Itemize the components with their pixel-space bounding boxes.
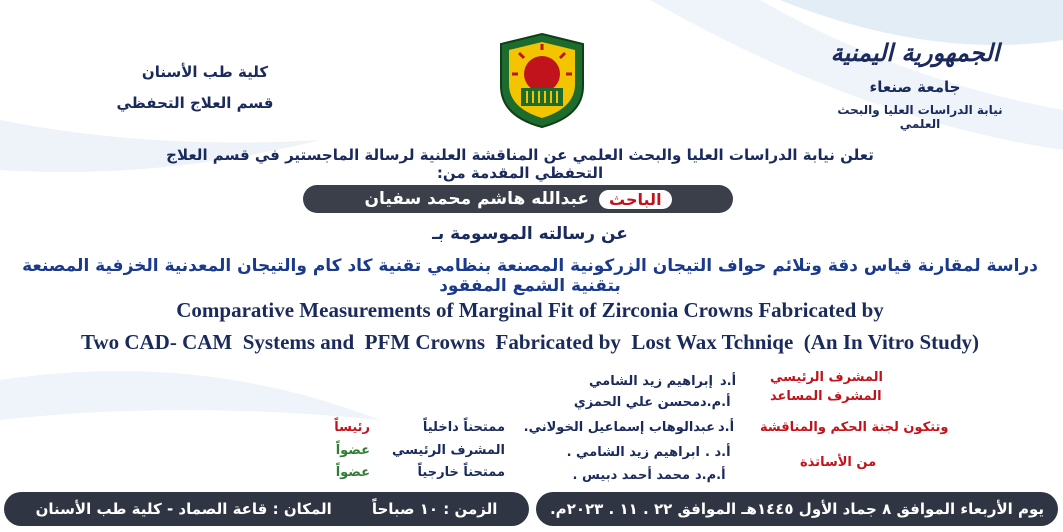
logo-year: ١٩٧٠ (534, 117, 550, 125)
thesis-title-arabic: دراسة لمقارنة قياس دقة وتلائم حواف التيجان الزركونية المصنعة بنظامي تقنية كاد كام والتيجان المعدنية الخزفية المصنعة بتقنية الشمع المفقود (22, 256, 1038, 296)
thesis-title-english-line1: Comparative Measurements of Marginal Fit of Zirconia Crowns Fabricated by (176, 298, 884, 322)
footer (0, 488, 1063, 532)
date-text: يوم الأربعاء الموافق ٨ جماد الأول ١٤٤٥هـ الموافق ٢٢ . ١١ . ٢٠٢٣م. (549, 500, 1045, 518)
graduate-office-name: نيابة الدراسات العليا والبحث العلمي (837, 103, 1003, 131)
researcher-name: عبدالله هاشم محمد سفيان (364, 189, 590, 209)
faculty-name: كلية طب الأسنان (141, 63, 269, 81)
committee-member-title: أ.م.د (695, 468, 726, 483)
place-text: المكان : قاعة الصماد - كلية طب الأسنان (35, 500, 332, 518)
committee-member-position: عضواً (335, 443, 370, 458)
university-logo (497, 30, 587, 130)
committee-member-name: محمد أحمد دبيس . (572, 468, 690, 483)
main-supervisor-label: المشرف الرئيسي (770, 370, 883, 385)
committee-member-role: المشرف الرئيسي (392, 443, 505, 458)
committee-member-position: رئيساً (334, 420, 370, 435)
republic-title: الجمهورية اليمنية (830, 38, 1000, 67)
committee-label: وتتكون لجنة الحكم والمناقشة (760, 420, 949, 435)
committee-member-role: ممتحناً داخلياً (422, 420, 505, 435)
assistant-supervisor-label: المشرف المساعد (770, 389, 882, 404)
assistant-supervisor-name: محسن علي الحمزي (573, 395, 700, 410)
committee-member-title: أ.د . (705, 445, 731, 460)
committee-member-name: عبدالوهاب إسماعيل الخولاني. (523, 420, 715, 435)
department-name: قسم العلاج التحفظي (116, 94, 274, 112)
main-supervisor-name: إبراهيم زيد الشامي (589, 374, 713, 389)
date-banner (536, 492, 1058, 526)
committee-member-title: أ.د (718, 420, 735, 435)
researcher-banner (303, 185, 733, 213)
venue-banner (4, 492, 529, 526)
committee-member-name: ابراهيم زيد الشامي . (566, 445, 700, 460)
time-text: الزمن : ١٠ صباحاً (371, 500, 498, 518)
university-name: جامعة صنعاء (869, 78, 961, 96)
committee-member-position: عضواً (335, 465, 370, 480)
committee-sublabel: من الأساتذة (800, 455, 877, 470)
committee-member-role: ممتحناً خارجياً (417, 465, 505, 480)
researcher-label: الباحث (599, 190, 672, 209)
assistant-supervisor-title: أ.م.د (700, 395, 731, 410)
thesis-title-english-line2: Two CAD- CAM Systems and PFM Crowns Fabricated by Lost Wax Tchniqe (An In Vitro Study) (80, 330, 980, 354)
announcement-text: تعلن نيابة الدراسات العليا والبحث العلمي عن المناقشة العلنية لرسالة الماجستير في قسم العلاج التحفظي المقدمة من: (166, 146, 874, 182)
main-supervisor-title: أ.د (720, 374, 737, 389)
thesis-intro: عن رسالته الموسومة بـ (432, 224, 628, 244)
